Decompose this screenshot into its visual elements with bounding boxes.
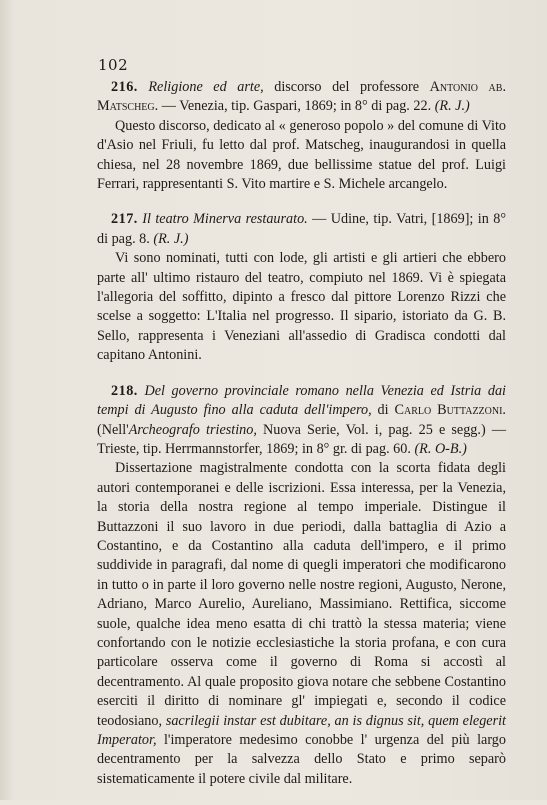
latin-quote: sacrilegii instar est dubitare, an is dignus sit, quem elegerit Imperator, xyxy=(97,712,506,748)
page-body xyxy=(97,78,506,805)
entry-reference: (R. J.) xyxy=(434,98,470,115)
entry-number: 218. xyxy=(111,382,138,399)
entry-heading xyxy=(97,210,506,249)
entry-218 xyxy=(97,382,506,790)
entry-publication: — Venezia, tip. Gaspari, 1869; in 8° di pag. 22. xyxy=(158,98,432,115)
entry-title: Del governo provinciale romano nella Venezia ed Istria dai tempi di Augusto fino alla caduta dell'impero, xyxy=(97,382,507,419)
page-number: 102 xyxy=(98,56,129,74)
entry-text: (Nell' xyxy=(97,421,129,438)
entry-217 xyxy=(97,210,506,365)
entry-publication: — Udine, tip. Vatri, [1869]; in 8° di pag. 8. xyxy=(97,211,507,247)
entry-heading xyxy=(97,382,506,460)
entry-description-text: l'imperatore medesimo conobbe l' urgenza del più largo decentramento per la salvezza dello Stato e primo separò sistematicamente il potere civile dal militare. xyxy=(97,732,506,787)
entry-description: Vi sono nominati, tutti con lode, gli artisti e gli artieri che ebbero parte all' ultimo ristauro del teatro, compiuto nel 1869. Vi è spiegata l'allegoria del soffitto, dipinto a fresco dal pittore Lorenzo Rizzi che scelse a soggetto: L'Italia nel progresso. Il sipario, istoriato da G. B. Sello, rappresenta i Veneziani all'assedio di Gradisca condotti dal capitano Antonini. xyxy=(97,250,506,364)
entry-publication: Nuova Serie, Vol. i, pag. 25 e segg.) — Trieste, tip. Herrmannstorfer, 1869; in 8° gr. di pag. 60. xyxy=(97,421,507,457)
entry-number: 216. xyxy=(111,79,138,95)
entry-text: discorso del professore xyxy=(263,79,430,95)
entry-text: di xyxy=(371,402,395,419)
entry-description-text: Dissertazione magistralmente condotta con la scorta fidata degli autori contemporanei e delle iscrizioni. Essa interessa, per la Venezia, la storia della nostra regione al tempo imperiale. Distingue il Buttazzoni il suo lavoro in due periodi, dalla battaglia di Azio a Costantino, e da Costantino alla caduta dell'impero, e il primo suddivide in paragrafi, dal nome di quegli imperatori che modificarono in tutto o in parte il loro governo nelle nostre regioni, Augusto, Nerone, Adriano, Marco Aurelio, Aureliano, Massimiano. Rettifica, siccome suole, qualche idea meno esatta di chi trattò la stessa materia; viene confortando con le notizie ecclesiastiche la storia profana, e con cura particolare osserva come il governo di Roma si accostì al decentramento. Al quale proposito giova notare che sebbene Costantino eserciti il diritto di nominare gl' impiegati e, secondo il codice teodosiano, xyxy=(97,460,506,729)
entry-reference: (R. J.) xyxy=(153,230,189,247)
entry-number: 217. xyxy=(111,211,138,228)
entry-reference: (R. O-B.) xyxy=(414,440,467,457)
entry-heading xyxy=(97,78,506,117)
entry-description xyxy=(97,459,506,789)
entry-description: Questo discorso, dedicato al « generoso popolo » del comune di Vito d'Asio nel Friuli, fu letto dal prof. Matscheg, inaugurandosi in quella chiesa, nel 28 novembre 1869, due bellissime statue del prof. Luigi Ferrari, rappresentanti S. Vito martire e S. Michele arcangelo. xyxy=(97,117,506,193)
entry-author: Carlo Buttazzoni. xyxy=(394,402,506,419)
entry-title: Il teatro Minerva restaurato. xyxy=(142,211,308,228)
entry-author: Antonio ab. Matscheg. xyxy=(97,79,506,115)
entry-title: Religione ed arte, xyxy=(148,79,264,95)
entry-216 xyxy=(97,78,506,194)
entry-journal: Archeografo triestino, xyxy=(128,421,257,438)
